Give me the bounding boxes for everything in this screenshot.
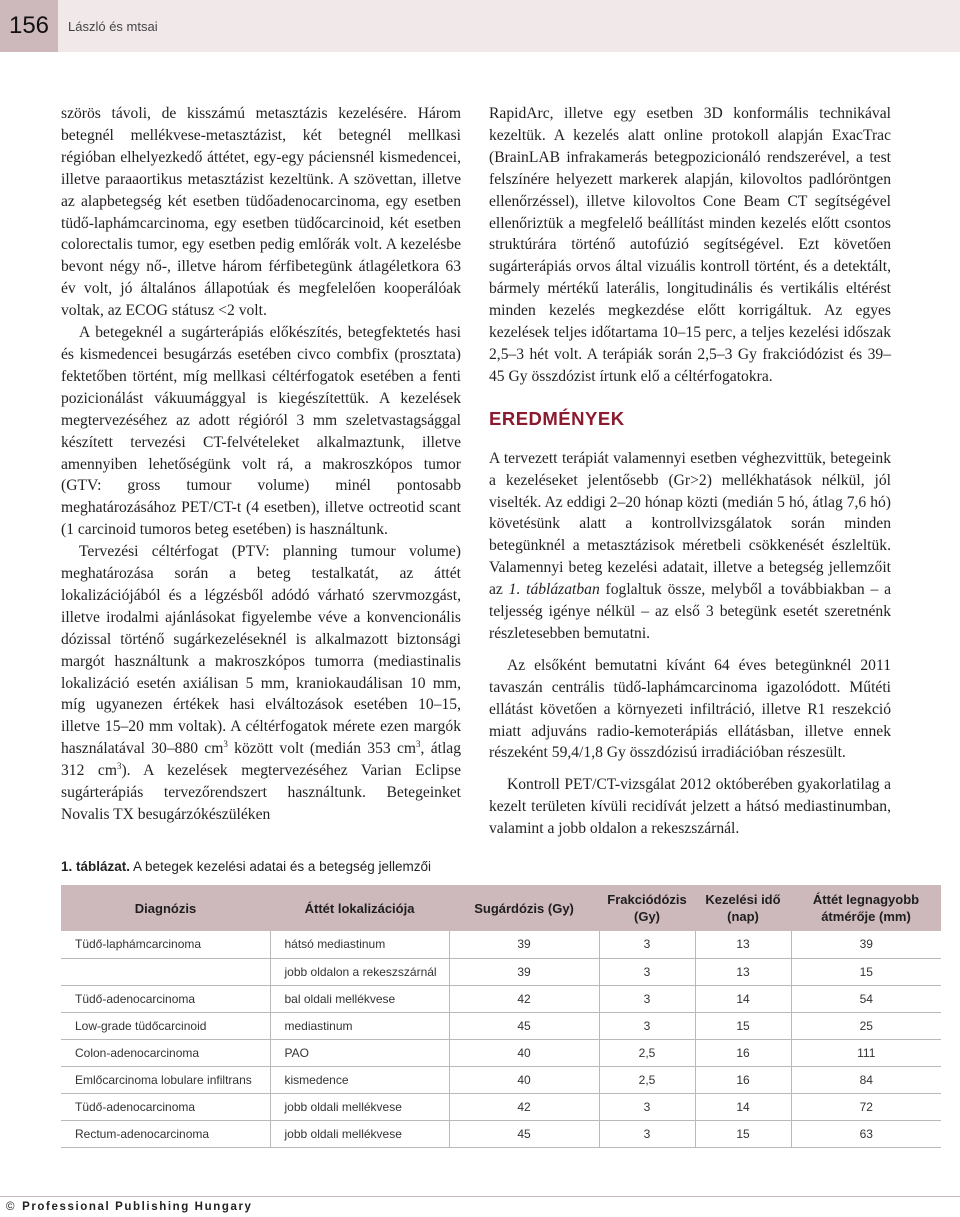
table-cell: 3	[599, 931, 695, 958]
table-row	[61, 1066, 941, 1093]
table-header-row	[61, 885, 941, 931]
table-cell: 39	[449, 958, 599, 985]
table-caption-text: A betegek kezelési adatai és a betegség jellemzői	[130, 859, 431, 874]
table-cell: 3	[599, 958, 695, 985]
table-cell: 14	[695, 985, 791, 1012]
table-cell: 16	[695, 1039, 791, 1066]
left-paragraph-2: A betegeknél a sugárterápiás előkészítés, betegfektetés hasi és kismedencei besugárzás esetében civco combfix (prosztata) fektetőben történt, míg mellkasi céltérfogatok esetében a fenti pozicionálást vákuumággyal is kiegészítettük. A kezelések megtervezéséhez az adott régióról 3 mm szeletvastagsággal készített tervezési CT-felvételeket alkalmaztunk, illetve amennyiben lehetőségünk volt rá, a makroszkópos tumor (GTV: gross tumour volume) minél pontosabb meghatározásához PET/CT-t (4 esetben), illetve octreotid scant (1 carcinoid tumoros beteg esetében) is használtunk.	[61, 324, 461, 539]
text-run: ). A kezelések megtervezéséhez Varian Eclipse sugárterápiás tervezőrendszert használtunk. Betegeinket Novalis TX besugárzókészüléken	[61, 762, 461, 823]
table-cell: 42	[449, 1093, 599, 1120]
footer	[6, 1201, 253, 1213]
table-cell: 3	[599, 1093, 695, 1120]
table-cell: Rectum-adenocarcinoma	[61, 1120, 270, 1147]
table-cell: 25	[791, 1012, 941, 1039]
table-row	[61, 1012, 941, 1039]
table-cell: 13	[695, 958, 791, 985]
table-row	[61, 985, 941, 1012]
superscript: 3	[416, 739, 421, 750]
text-run: foglaltuk össze, melyből a továbbiakban – a teljesség igénye nélkül – az első 3 betegünk esetét szeretnénk részletesebben bemutatni.	[489, 581, 891, 642]
table-header-cell: Áttét lokalizációja	[304, 900, 415, 916]
table-row	[61, 931, 941, 958]
right-paragraph-2	[489, 448, 891, 645]
table-cell: Low-grade tüdőcarcinoid	[61, 1012, 270, 1039]
left-column	[61, 103, 461, 826]
table-header-cell: Frakciódózis (Gy)	[607, 892, 687, 924]
table-cell: 2,5	[599, 1039, 695, 1066]
table-cell: mediastinum	[270, 1012, 449, 1039]
text-run: Tervezési céltérfogat (PTV: planning tumour volume) meghatározása során a beteg testalkatát, az áttét lokalizációjából és a légzésből adódó várható szervmozgást, illetve irodalmi ajánlásokat figyelembe véve a konvencionális dózissal történő sugárkezeléseknél is alkalmazott biztonsági margót használtunk a makroszkópos tumorra (mediastinalis lokalizáció esetén axiálisan 5 mm, kraniokaudálisan 10 mm, míg ugyanezen értékek hasi elváltozások esetében 10–15, illetve 15–20 mm voltak). A céltérfogatok mérete ezen margók használatával 30–880 cm	[61, 543, 461, 758]
table-row	[61, 1093, 941, 1120]
publisher-name: Professional Publishing Hungary	[22, 1201, 253, 1213]
table-cell: 72	[791, 1093, 941, 1120]
table-cell: 14	[695, 1093, 791, 1120]
left-paragraph-3	[61, 541, 461, 826]
table-cell: jobb oldali mellékvese	[270, 1120, 449, 1147]
table-cell: 15	[695, 1012, 791, 1039]
table-row	[61, 1120, 941, 1147]
table-cell: 63	[791, 1120, 941, 1147]
table-cell: 42	[449, 985, 599, 1012]
table-caption	[61, 859, 431, 874]
right-column	[489, 103, 891, 840]
superscript: 3	[116, 761, 122, 771]
table-cell: kismedence	[270, 1066, 449, 1093]
table-cell: PAO	[270, 1039, 449, 1066]
table-row	[61, 958, 941, 985]
table-reference: 1. táblázatban	[508, 581, 600, 599]
table-cell: 15	[695, 1120, 791, 1147]
table-cell: Tüdő-adenocarcinoma	[61, 985, 270, 1012]
table-cell: 39	[791, 931, 941, 958]
table-cell: Tüdő-laphámcarcinoma	[61, 931, 270, 958]
table-cell: 54	[791, 985, 941, 1012]
table-row	[61, 1039, 941, 1066]
table-cell: bal oldali mellékvese	[270, 985, 449, 1012]
footer-divider	[0, 1196, 960, 1197]
table-cell: Emlőcarcinoma lobulare infiltrans	[61, 1066, 270, 1093]
table-cell: 15	[791, 958, 941, 985]
table-cell: hátsó mediastinum	[270, 931, 449, 958]
table-cell: 40	[449, 1066, 599, 1093]
table-cell: 111	[791, 1039, 941, 1066]
left-paragraph-1: szörös távoli, de kisszámú metasztázis kezelésére. Három betegnél mellékvese-metasztázist, két betegnél mellkasi régióban elhelyezkedő áttétet, egy-egy páciensnél kismedencei, illetve paraaortikus metasztázist kezeltünk. A szövettan, illetve az alapbetegség két esetben tüdőadenocarcinoma, egy esetben tüdő-laphámcarcinoma, egy esetben tüdőcarcinoid, két esetben colorectalis tumor, egy esetben pedig emlőrák volt. A kezelésbe bevont négy nő-, illetve három férfibetegünk átlagéletkora 63 év volt, jó általános állapotúak és megfelelően kooperálóak voltak, az ECOG státusz <2 volt.	[61, 105, 461, 320]
table-cell: 39	[449, 931, 599, 958]
table-cell: 45	[449, 1120, 599, 1147]
table-cell: 13	[695, 931, 791, 958]
table-cell: 40	[449, 1039, 599, 1066]
running-head: László és mtsai	[68, 19, 158, 34]
table-header-cell: Sugárdózis (Gy)	[474, 900, 574, 916]
treatment-table	[61, 885, 941, 1148]
table-cell	[61, 958, 270, 985]
text-run: között volt (medián 353 cm	[227, 740, 417, 758]
table-cell: jobb oldalon a rekeszszárnál	[270, 958, 449, 985]
table-cell: 45	[449, 1012, 599, 1039]
table-caption-label: 1. táblázat.	[61, 859, 131, 874]
right-paragraph-3: Az elsőként bemutatni kívánt 64 éves betegünknél 2011 tavaszán centrális tüdő-laphámcarcinoma igazolódott. Műtéti ellátást követően a környezeti infiltráció, illetve R1 reszekció miatt adjuváns radio-kemoterápiás ellátásban, illetve ennek részeként 59,4/1,8 Gy összdózisú irradiációban részesült.	[489, 656, 891, 762]
table-cell: 3	[599, 985, 695, 1012]
table-header-cell: Diagnózis	[134, 900, 197, 916]
table-cell: 3	[599, 1120, 695, 1147]
table-cell: 16	[695, 1066, 791, 1093]
table-header-cell: Áttét legnagyobb átmérője (mm)	[812, 892, 920, 924]
table-header-cell: Kezelési idő (nap)	[705, 892, 781, 924]
right-paragraph-1: RapidArc, illetve egy esetben 3D konformális technikával kezeltük. A kezelés alatt online protokoll alapján ExacTrac (BrainLAB infrakamerás betegpozicionáló rendszerével, a test felszínére helyezett markerek alapján, kilovoltos padlóröntgen ellenőrzéssel), illetve kilovoltos Cone Beam CT segítségével ellenőriztük a megfelelő beállítást minden kezelés előtt csontos struktúrára történő autofúzió segítségével. Ezt követően sugárterápiás orvos által vizuális kontroll történt, és a detektált, bármely mértékű laterális, longitudinális és vertikális eltérést minden kezelés megkezdése előtt korrigáltuk. Az egyes kezelések teljes időtartama 10–15 perc, a teljes kezelési időszak 2,5–3 hét volt. A terápiák során 2,5–3 Gy frakciódózist és 39–45 Gy összdózist írtunk elő a céltérfogatokra.	[489, 105, 891, 385]
table-cell: Tüdő-adenocarcinoma	[61, 1093, 270, 1120]
copyright-icon: ©	[6, 1201, 17, 1213]
superscript: 3	[223, 739, 228, 750]
page-number: 156	[0, 0, 58, 52]
table-cell: 2,5	[599, 1066, 695, 1093]
section-title: EREDMÉNYEK	[489, 407, 625, 429]
right-paragraph-4: Kontroll PET/CT-vizsgálat 2012 októberében gyakorlatilag a kezelt területen kívüli recidívát jelzett a hátsó mediastinumban, valamint a jobb oldalon a rekeszszárnál.	[489, 776, 891, 838]
table-cell: jobb oldali mellékvese	[270, 1093, 449, 1120]
text-run: A tervezett terápiát valamennyi esetben véghezvittük, betegeink a kezeléseket jelentősebb (Gr>2) mellékhatások nélkül, jól viselték. Az eddigi 2–20 hónap közti (medián 5 hó, átlag 7,6 hó) követésünk alatt a kontrollvizsgálatok során minden betegünknél a metasztázisok méretbeli csökkenését észleltük. Valamennyi beteg kezelési adatait, illetve a betegség jellemzőit az	[489, 449, 891, 599]
table-cell: 3	[599, 1012, 695, 1039]
table-cell: Colon-adenocarcinoma	[61, 1039, 270, 1066]
table-cell: 84	[791, 1066, 941, 1093]
text-run: , átlag 312 cm	[61, 740, 461, 780]
